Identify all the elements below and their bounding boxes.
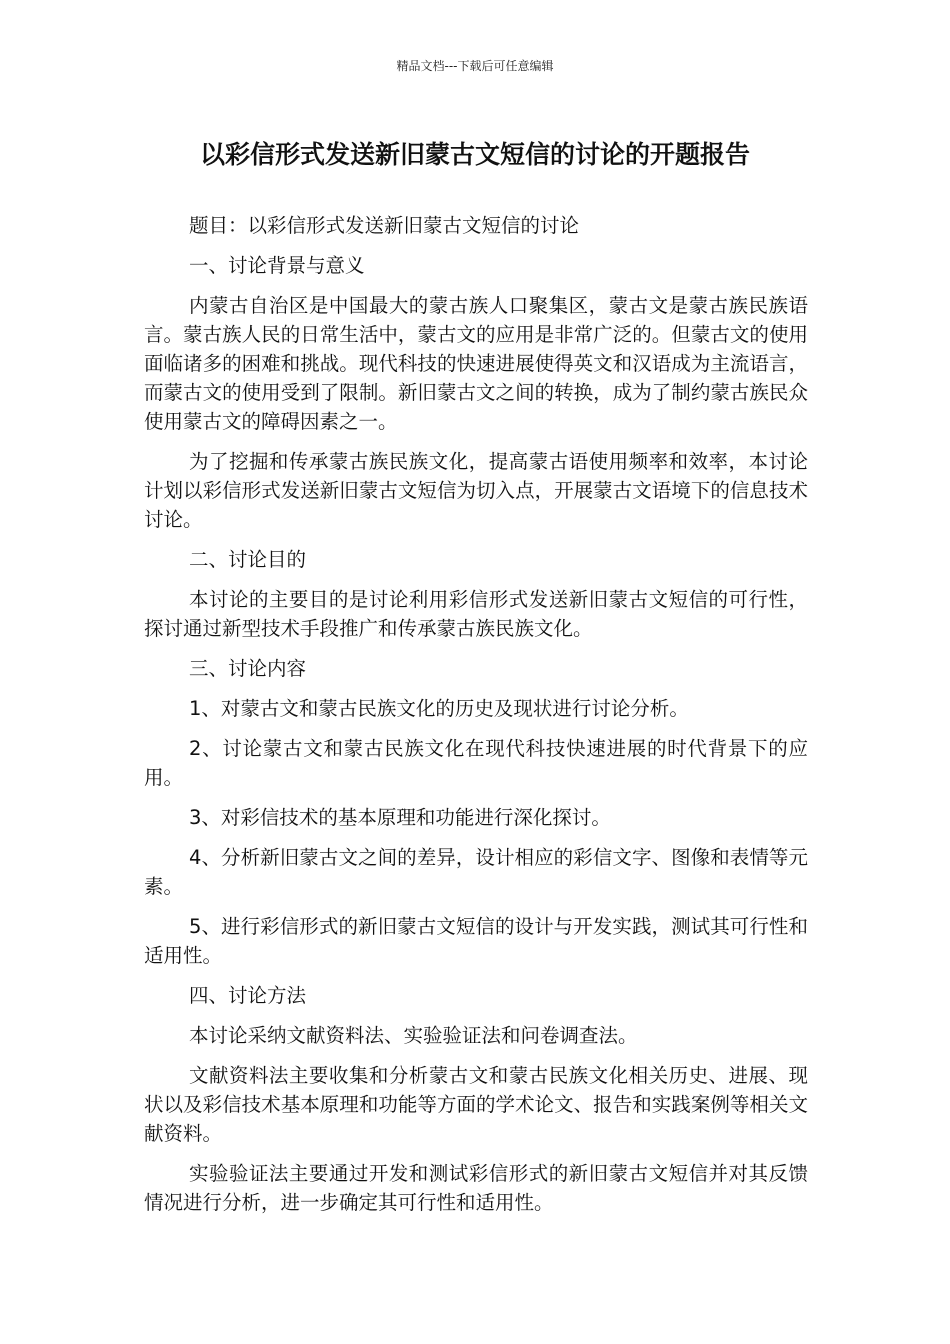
paragraph: 本讨论采纳文献资料法、实验验证法和问卷调查法。 [189,1024,638,1047]
header-note: 精品文档---下载后可任意编辑 [396,59,554,73]
paragraph: 内蒙古自治区是中国最大的蒙古族人口聚集区，蒙古文是蒙古族民族语言。蒙古族人民的日常生活中，蒙古文的应用是非常广泛的。但蒙古文的使用面临诸多的困难和挑战。现代科技的快速进展使得英文和汉语成为主流语言，而蒙古文的使用受到了限制。新旧蒙古文之间的转换，成为了制约蒙古族民众使用蒙古文的障碍因素之一。 [144,294,808,433]
list-item: 3、对彩信技术的基本原理和功能进行深化探讨。 [189,806,611,829]
list-item: 4、分析新旧蒙古文之间的差异，设计相应的彩信文字、图像和表情等元素。 [144,846,808,898]
list-item: 5、进行彩信形式的新旧蒙古文短信的设计与开发实践，测试其可行性和适用性。 [144,915,808,967]
list-item: 2、讨论蒙古文和蒙古民族文化在现代科技快速进展的时代背景下的应用。 [144,737,808,789]
paragraph-topic: 题目：以彩信形式发送新旧蒙古文短信的讨论 [189,214,580,237]
section-heading-purpose: 二、讨论目的 [189,548,307,571]
paragraph: 本讨论的主要目的是讨论利用彩信形式发送新旧蒙古文短信的可行性，探讨通过新型技术手段推广和传承蒙古族民族文化。 [144,588,808,640]
document-body [144,211,808,1228]
paragraph: 为了挖掘和传承蒙古族民族文化，提高蒙古语使用频率和效率，本讨论计划以彩信形式发送新旧蒙古文短信为切入点，开展蒙古文语境下的信息技术讨论。 [144,450,808,531]
section-heading-method: 四、讨论方法 [189,984,307,1007]
section-heading-background: 一、讨论背景与意义 [189,254,365,277]
section-heading-content: 三、讨论内容 [189,657,307,680]
document-title: 以彩信形式发送新旧蒙古文短信的讨论的开题报告 [199,140,750,169]
paragraph: 文献资料法主要收集和分析蒙古文和蒙古民族文化相关历史、进展、现状以及彩信技术基本原理和功能等方面的学术论文、报告和实践案例等相关文献资料。 [144,1064,808,1145]
list-item: 1、对蒙古文和蒙古民族文化的历史及现状进行讨论分析。 [189,697,689,720]
paragraph: 实验验证法主要通过开发和测试彩信形式的新旧蒙古文短信并对其反馈情况进行分析，进一步确定其可行性和适用性。 [144,1162,808,1214]
